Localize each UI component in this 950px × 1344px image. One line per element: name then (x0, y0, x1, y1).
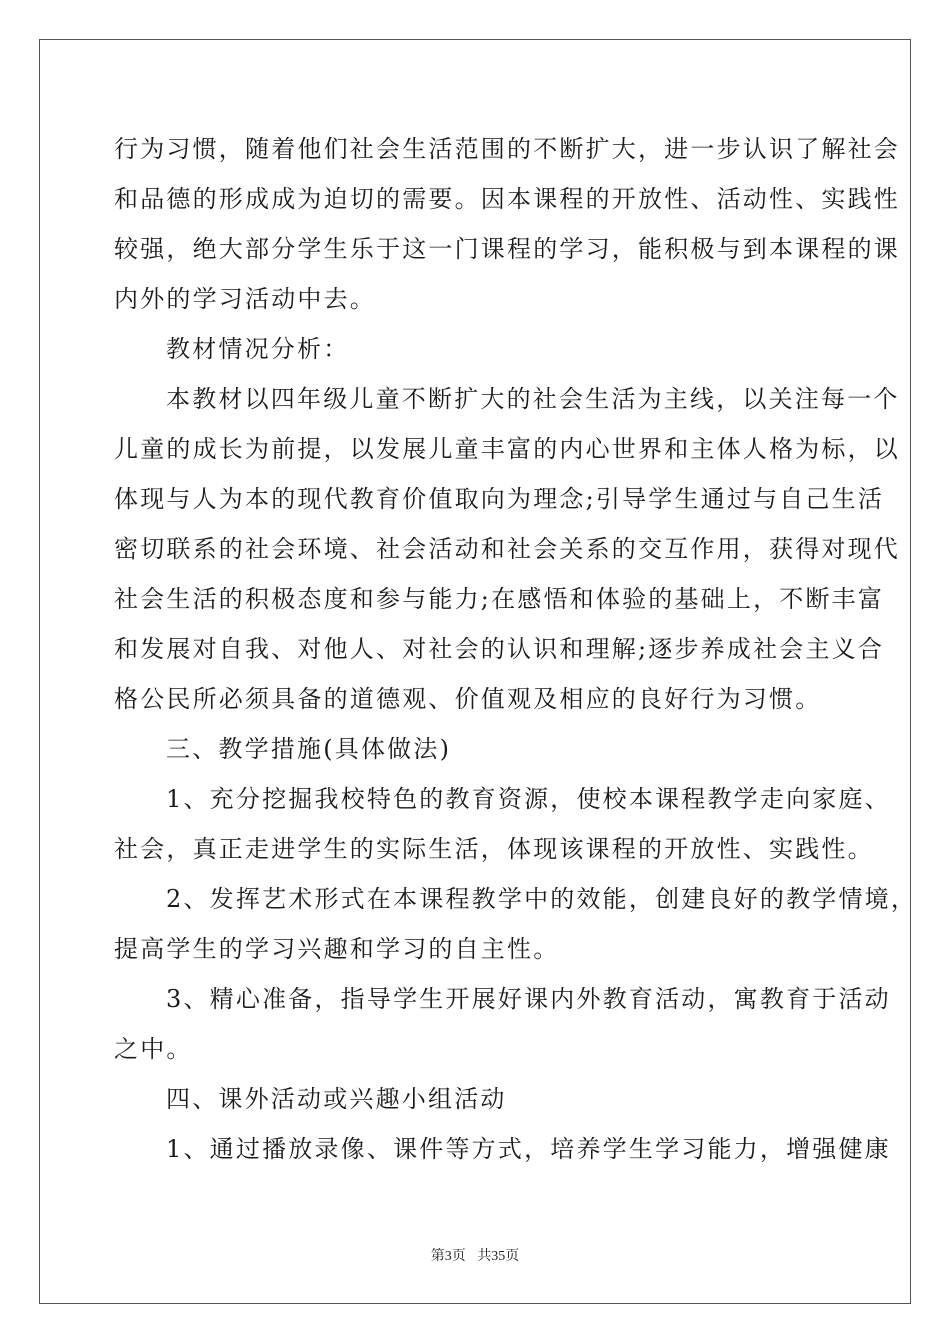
text-line: 1、充分挖掘我校特色的教育资源，使校本课程教学走向家庭、 (166, 785, 891, 813)
text-line: 内外的学习活动中去。 (114, 285, 376, 313)
text-line: 本教材以四年级儿童不断扩大的社会生活为主线，以关注每一个 (166, 385, 900, 413)
document-body (114, 124, 918, 1174)
text-line: 2、发挥艺术形式在本课程教学中的效能，创建良好的教学情境， (166, 885, 918, 913)
text-line: 格公民所必须具备的道德观、价值观及相应的良好行为习惯。 (114, 685, 822, 713)
text-line: 教材情况分析： (166, 335, 350, 363)
text-line: 社会生活的积极态度和参与能力;在感悟和体验的基础上，不断丰富 (114, 585, 885, 613)
text-line: 和发展对自我、对他人、对社会的认识和理解;逐步养成社会主义合 (114, 635, 885, 663)
text-line: 3、精心准备，指导学生开展好课内外教育活动，寓教育于活动 (166, 985, 891, 1013)
page-footer (0, 1245, 950, 1265)
current-page-label: 第3页 (430, 1249, 466, 1264)
text-line: 之中。 (114, 1035, 193, 1063)
text-line: 体现与人为本的现代教育价值取向为理念;引导学生通过与自己生活 (114, 485, 885, 513)
text-line: 和品德的形成成为迫切的需要。因本课程的开放性、活动性、实践性 (114, 185, 900, 213)
text-line: 行为习惯，随着他们社会生活范围的不断扩大，进一步认识了解社会 (114, 135, 900, 163)
total-pages-label: 共35页 (477, 1249, 520, 1264)
text-line: 较强，绝大部分学生乐于这一门课程的学习，能积极与到本课程的课 (114, 235, 900, 263)
text-line: 密切联系的社会环境、社会活动和社会关系的交互作用，获得对现代 (114, 535, 900, 563)
text-line: 四、课外活动或兴趣小组活动 (166, 1085, 507, 1113)
text-line: 儿童的成长为前提，以发展儿童丰富的内心世界和主体人格为标，以 (114, 435, 900, 463)
text-line: 社会，真正走进学生的实际生活，体现该课程的开放性、实践性。 (114, 835, 874, 863)
text-line: 1、通过播放录像、课件等方式，培养学生学习能力，增强健康 (166, 1135, 891, 1163)
text-line: 提高学生的学习兴趣和学习的自主性。 (114, 935, 560, 963)
text-line: 三、教学措施(具体做法) (166, 735, 452, 763)
